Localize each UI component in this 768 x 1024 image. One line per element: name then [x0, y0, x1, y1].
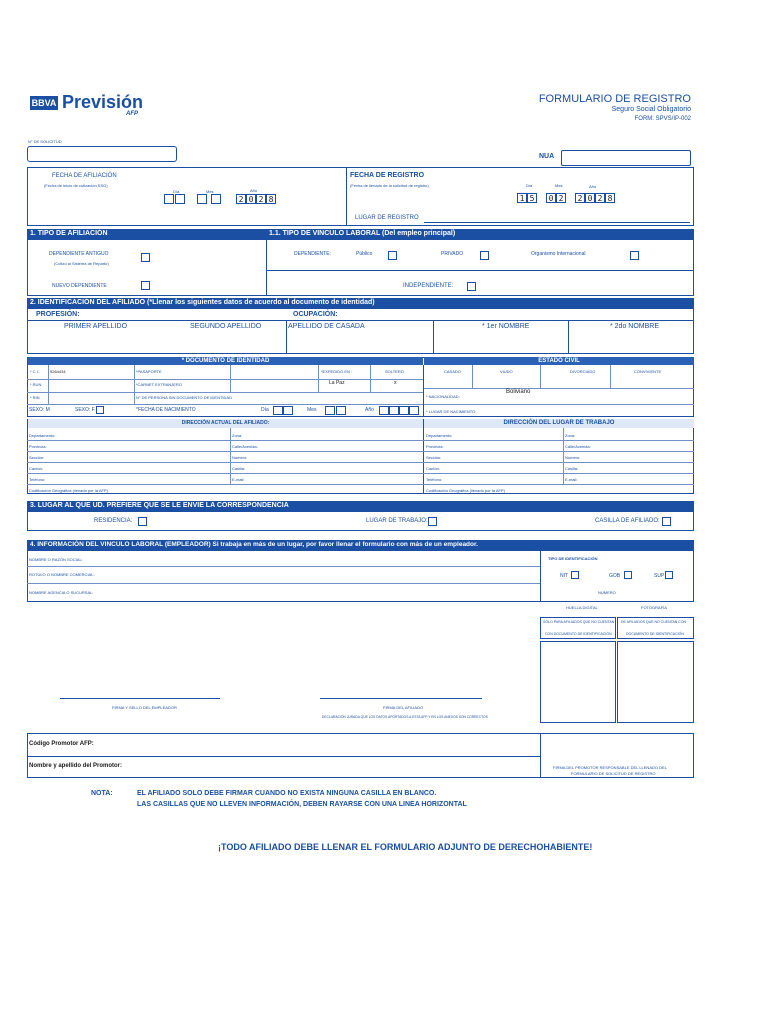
registro-anio-3[interactable]: 2 [595, 193, 605, 203]
expedido-label: *EXPEDIDO EN : [321, 369, 353, 374]
nac-anio-2[interactable] [389, 406, 399, 415]
afiliacion-anio-2[interactable]: 0 [246, 194, 256, 204]
dir-a-canton: Cantón: [29, 466, 44, 471]
dir-a-departamento: Departamento: [29, 433, 56, 438]
estado-vline-2 [540, 365, 541, 388]
nac-dia-1[interactable] [273, 406, 283, 415]
dir-a-zona: Zona: [232, 433, 243, 438]
gob-checkbox[interactable] [624, 571, 632, 579]
nota-label: NOTA: [91, 790, 113, 797]
viudo-label: VIUDO [500, 369, 513, 374]
s11-hline [266, 270, 694, 271]
dir-t-zona: Zona: [565, 433, 576, 438]
afiliacion-anio-label: Año [250, 188, 258, 193]
huella-label: HUELLA DIGITAL [566, 605, 598, 610]
afiliacion-note: (Fecha de inicio de cotización SSO) [44, 183, 108, 188]
lugar-nac-label: * LUGAR DE NACIMIENTO: [426, 409, 477, 414]
doc-table [27, 357, 694, 417]
s2-name-panel [27, 308, 694, 354]
s1-divider [266, 239, 267, 296]
ci-label: * C.I. [30, 369, 39, 374]
s2-line-1 [27, 320, 694, 321]
afiliacion-dia-label: Día [173, 189, 180, 194]
brand-name: Previsión [62, 92, 144, 112]
tipo-id-label: TIPO DE IDENTIFICACIÓN [548, 556, 598, 561]
registro-mes-label: Mes [555, 183, 563, 188]
afiliacion-mes-label: Mes [206, 189, 214, 194]
registro-dia-label: Día [526, 183, 533, 188]
dir-t-seccion: Sección: [426, 455, 442, 460]
publico-label: Público [356, 251, 373, 257]
s3-header: 3. LUGAR AL QUE UD. PREFIERE QUE SE LE ENVIE LA CORRESPONDENCIA [27, 501, 694, 511]
s2-header: 2. IDENTIFICACIÓN DEL AFILIADO (*Llenar los siguientes datos de acuerdo al documento de identidad) [27, 298, 694, 308]
dir-vline-mid [423, 419, 424, 494]
dir-a-numero: Número: [232, 455, 248, 460]
codigo-promotor-label: Código Promotor AFP: [29, 741, 94, 747]
dir-t-departamento: Departamento: [426, 433, 453, 438]
primer-nombre-label: * 1er NOMBRE [482, 323, 530, 330]
sin-doc-label: N° DE PERSONA SIN DOCUMENTO DE IDENTIDAD [136, 395, 232, 400]
org-checkbox[interactable] [630, 251, 639, 260]
segundo-nombre-label: * 2do NOMBRE [610, 323, 660, 330]
nac-mes-2[interactable] [336, 406, 346, 415]
foto-box[interactable] [617, 641, 694, 723]
nit-checkbox[interactable] [571, 571, 579, 579]
form-code: FORM: SPVS/IP-002 [634, 116, 691, 122]
dir-t-telefono: Teléfono: [426, 477, 443, 482]
dir-trabajo-header: DIRECCIÓN DEL LUGAR DE TRABAJO [424, 419, 694, 428]
carnet-ext-label: *CARNET EXTRANJERO [136, 382, 182, 387]
doc-vline-2 [134, 365, 135, 404]
profesion-label: PROFESIÓN: [36, 311, 80, 318]
nota-line-1: EL AFILIADO SOLO DEBE FIRMAR CUANDO NO EXISTA NINGUNA CASILLA EN BLANCO. [137, 790, 437, 797]
dependiente-label: DEPENDIENTE: [294, 251, 331, 257]
sexo-f-label: SEXO: F [75, 407, 95, 413]
foto-note-2: DOCUMENTO DE IDENTIFICACIÓN [626, 632, 684, 636]
firma-empleador-label: FIRMA Y SELLO DEL EMPLEADOR [112, 705, 177, 710]
doc-vline-4 [318, 365, 319, 392]
segundo-apellido-label: SEGUNDO APELLIDO [190, 323, 262, 330]
doc-row-1 [27, 379, 423, 380]
apellido-casada-label: APELLIDO DE CASADA [288, 323, 365, 330]
bbva-logo-mark: BBVA [31, 98, 57, 108]
s4-row-1 [27, 566, 540, 567]
lugar-registro-label: LUGAR DE REGISTRO [355, 215, 419, 221]
solicitud-field[interactable] [27, 146, 177, 162]
dir-t-calle: Calle/Avenida: [565, 444, 591, 449]
nac-anio-1[interactable] [379, 406, 389, 415]
dir-t-provincia: Provincia: [426, 444, 444, 449]
dir-row-1 [27, 440, 694, 441]
firma-afiliado-line[interactable] [320, 698, 482, 699]
brand-sub: AFP [126, 111, 138, 117]
nuevo-dep-label: NUEVO DEPENDIENTE [52, 283, 107, 289]
ocupacion-label: OCUPACIÓN: [293, 311, 338, 318]
numero-label: NÚMERO [598, 590, 616, 595]
privado-label: PRIVADO [441, 251, 464, 257]
form-subtitle: Seguro Social Obligatorio [611, 106, 691, 113]
afiliacion-anio-4[interactable]: 8 [266, 194, 276, 204]
dir-a-provincia: Provincia: [29, 444, 47, 449]
huella-note-1: SÓLO PARA AFILIADOS QUE NO CUENTAN [543, 620, 615, 624]
dir-row-4 [27, 473, 694, 474]
registro-anio-2[interactable]: 0 [585, 193, 595, 203]
doc-vline-1 [48, 365, 49, 404]
fechas-divider [346, 167, 347, 226]
estado-vline-1 [472, 365, 473, 388]
trabajo-checkbox[interactable] [428, 517, 437, 526]
registro-anio-1[interactable]: 2 [575, 193, 585, 203]
afiliacion-mes-1[interactable] [197, 194, 207, 204]
dir-t-codificacion: Codificación Geográfica (llenado por la AFP) [426, 488, 505, 493]
s1-panel [27, 239, 694, 296]
registro-anio-label: Año [589, 184, 597, 189]
huella-note-2: CON DOCUMENTO DE IDENTIFICACIÓN [545, 632, 612, 636]
dir-a-seccion: Sección: [29, 455, 45, 460]
casilla-afiliado-checkbox[interactable] [662, 517, 671, 526]
nac-anio-label: Año [365, 407, 374, 413]
estado-vline-3 [610, 365, 611, 388]
lugar-registro-line[interactable] [424, 222, 690, 223]
doc-header: * DOCUMENTO DE IDENTIDAD [28, 357, 423, 365]
nua-field[interactable] [561, 150, 691, 166]
dir-row-2 [27, 451, 694, 452]
casado-label: CASADO [444, 369, 461, 374]
fecha-nac-label: *FECHA DE NACIMIENTO [136, 407, 196, 413]
dir-a-codificacion: Codificación Geográfica (llenado por la AFP) [29, 488, 108, 493]
publico-checkbox[interactable] [388, 251, 397, 260]
registro-mes-1[interactable]: 0 [546, 193, 556, 203]
ci-value[interactable]: 9264434 [50, 369, 66, 374]
huella-box[interactable] [540, 641, 616, 723]
form-title: FORMULARIO DE REGISTRO [538, 93, 691, 105]
declaracion-label: DECLARACIÓN JURADA QUE LOS DATOS APORTADOS A ESTA AFP Y EN LOS ANEXOS SON CORRECTOS [322, 715, 488, 719]
independiente-label: INDEPENDIENTE: [403, 283, 454, 289]
nuevo-dep-checkbox[interactable] [141, 281, 150, 290]
nac-mes-1[interactable] [325, 406, 335, 415]
afiliacion-mes-2[interactable] [211, 194, 221, 204]
firma-afiliado-label: FIRMA DEL AFILIADO [383, 705, 424, 710]
registro-dia-1[interactable]: 1 [517, 193, 527, 203]
dep-antiguo-label: DEPENDIENTE ANTIGUO [49, 251, 109, 257]
solicitud-label: N° DE SOLICITUD [28, 139, 62, 144]
registro-note: (Fecha de llenado de la solicitud de registro) [350, 183, 429, 188]
registro-dia-2[interactable]: 5 [527, 193, 537, 203]
nacionalidad-label: * NACIONALIDAD: [426, 394, 460, 399]
doc-vline-5 [370, 365, 371, 392]
s1-header: 1. TIPO DE AFILIACIÓN [27, 229, 267, 239]
dir-actual-header: DIRECCIÓN ACTUAL DEL AFILIADO: [28, 419, 423, 428]
dir-a-telefono: Teléfono: [29, 477, 46, 482]
divorciado-label: DIVORCIADO [570, 369, 596, 374]
nac-mes-label: Mes [307, 407, 317, 413]
dir-a-calle: Calle/Avenida: [232, 444, 258, 449]
expedido-value[interactable]: La Paz [329, 380, 345, 386]
rotulo-label: ROTULO O NOMBRE COMERCIAL: [29, 572, 95, 577]
afiliacion-anio-3[interactable]: 2 [256, 194, 266, 204]
gob-label: GOB [609, 573, 621, 579]
s4-divider [540, 550, 541, 602]
s4-row-2 [27, 583, 540, 584]
doc-row-2 [27, 392, 423, 393]
foto-note-1: DE AFILIADOS QUE NO CUENTAN CON [621, 620, 687, 624]
run-label: * RUN [30, 382, 42, 387]
firma-empleador-line[interactable] [60, 698, 220, 699]
s2-vline-2 [433, 320, 434, 354]
s11-header: 1.1. TIPO DE VINCULO LABORAL (Del empleo principal) [266, 229, 694, 239]
estado-header: ESTADO CIVIL [424, 357, 694, 365]
s4-header: 4. INFORMACIÓN DEL VINCULO LABORAL (EMPLEADOR) Si trabaja en más de un lugar, por favor llenar el formulario con más de un empleador. [27, 540, 694, 550]
nac-dia-label: Día [261, 407, 269, 413]
registro-anio-4[interactable]: 8 [605, 193, 615, 203]
nota-line-2: LAS CASILLAS QUE NO LLEVEN INFORMACIÓN, DEBEN RAYARSE CON UNA LINEA HORIZONTAL [137, 801, 467, 808]
sup-checkbox[interactable] [665, 571, 673, 579]
soltero-label: SOLTERO [385, 369, 404, 374]
nacionalidad-value[interactable]: Boliviano [506, 389, 531, 395]
residencia-label: RESIDENCIA: [94, 518, 133, 524]
nua-label: NUA [539, 153, 555, 160]
sexo-m-label: SEXO: M [29, 407, 50, 413]
afiliacion-anio-1[interactable]: 2 [236, 194, 246, 204]
trabajo-label: LUGAR DE TRABAJO: [366, 518, 428, 524]
nac-anio-4[interactable] [409, 406, 419, 415]
sup-label: SUP [654, 573, 665, 579]
dep-antiguo-checkbox[interactable] [141, 253, 150, 262]
pasaporte-label: *PASAPORTE [136, 369, 162, 374]
razon-label: NOMBRE O RAZÓN SOCIAL: [29, 557, 83, 562]
dir-t-numero: Número: [565, 455, 581, 460]
afiliacion-label: FECHA DE AFILIACIÓN [52, 173, 117, 179]
dir-t-canton: Cantón: [426, 466, 441, 471]
casilla-afiliado-label: CASILLA DE AFILIADO: [595, 518, 660, 524]
privado-checkbox[interactable] [480, 251, 489, 260]
firma-promotor-1: FIRMA DEL PROMOTOR RESPONSABLE DEL LLENADO DEL [553, 765, 667, 770]
soltero-value[interactable]: x [394, 380, 397, 386]
nac-dia-2[interactable] [283, 406, 293, 415]
primer-apellido-label: PRIMER APELLIDO [64, 323, 128, 330]
dir-a-casilla: Casilla: [232, 466, 246, 471]
dep-antiguo-note: (Cotizó al Sistema de Reparto) [54, 261, 109, 266]
estado-row-1 [424, 388, 694, 389]
dir-row-3 [27, 462, 694, 463]
dir-row-5 [27, 484, 694, 485]
dir-vline-left [230, 428, 231, 484]
nit-label: NIT [560, 573, 569, 579]
firma-promotor-2: FORMULARIO DE SOLICITUD DE REGISTRO [571, 771, 656, 776]
org-label: Organismo Internacional [531, 251, 586, 257]
doc-vline-3 [230, 365, 231, 392]
conviviente-label: CONVIVIENTE [634, 369, 662, 374]
doc-row-3 [27, 404, 694, 405]
dir-a-email: E-mail: [232, 477, 245, 482]
footer-message: ¡TODO AFILIADO DEBE LLENAR EL FORMULARIO ADJUNTO DE DERECHOHABIENTE! [218, 842, 593, 852]
dir-table [27, 419, 694, 494]
dir-t-email: E-mail: [565, 477, 578, 482]
agencia-label: NOMBRE AGENCIA O SUCURSAL: [29, 590, 94, 595]
s2-vline-3 [568, 320, 569, 354]
independiente-checkbox[interactable] [467, 282, 476, 291]
sexo-f-checkbox[interactable] [96, 406, 104, 414]
registro-mes-2[interactable]: 2 [556, 193, 566, 203]
dir-vline-right [563, 428, 564, 484]
doc-vline-6 [423, 365, 424, 417]
nac-anio-3[interactable] [399, 406, 409, 415]
promotor-divider [540, 733, 541, 778]
registro-label: FECHA DE REGISTRO [350, 172, 425, 179]
promotor-hline [27, 756, 540, 757]
residencia-checkbox[interactable] [138, 517, 147, 526]
afiliacion-dia-1[interactable] [164, 194, 174, 204]
afiliacion-dia-2[interactable] [175, 194, 185, 204]
nombre-promotor-label: Nombre y apellido del Promotor: [29, 763, 123, 769]
rin-label: * RIN [30, 395, 40, 400]
foto-label: FOTOGRAFÍA [641, 605, 667, 610]
s2-vline-1 [286, 320, 287, 354]
dir-t-casilla: Casilla: [565, 466, 579, 471]
